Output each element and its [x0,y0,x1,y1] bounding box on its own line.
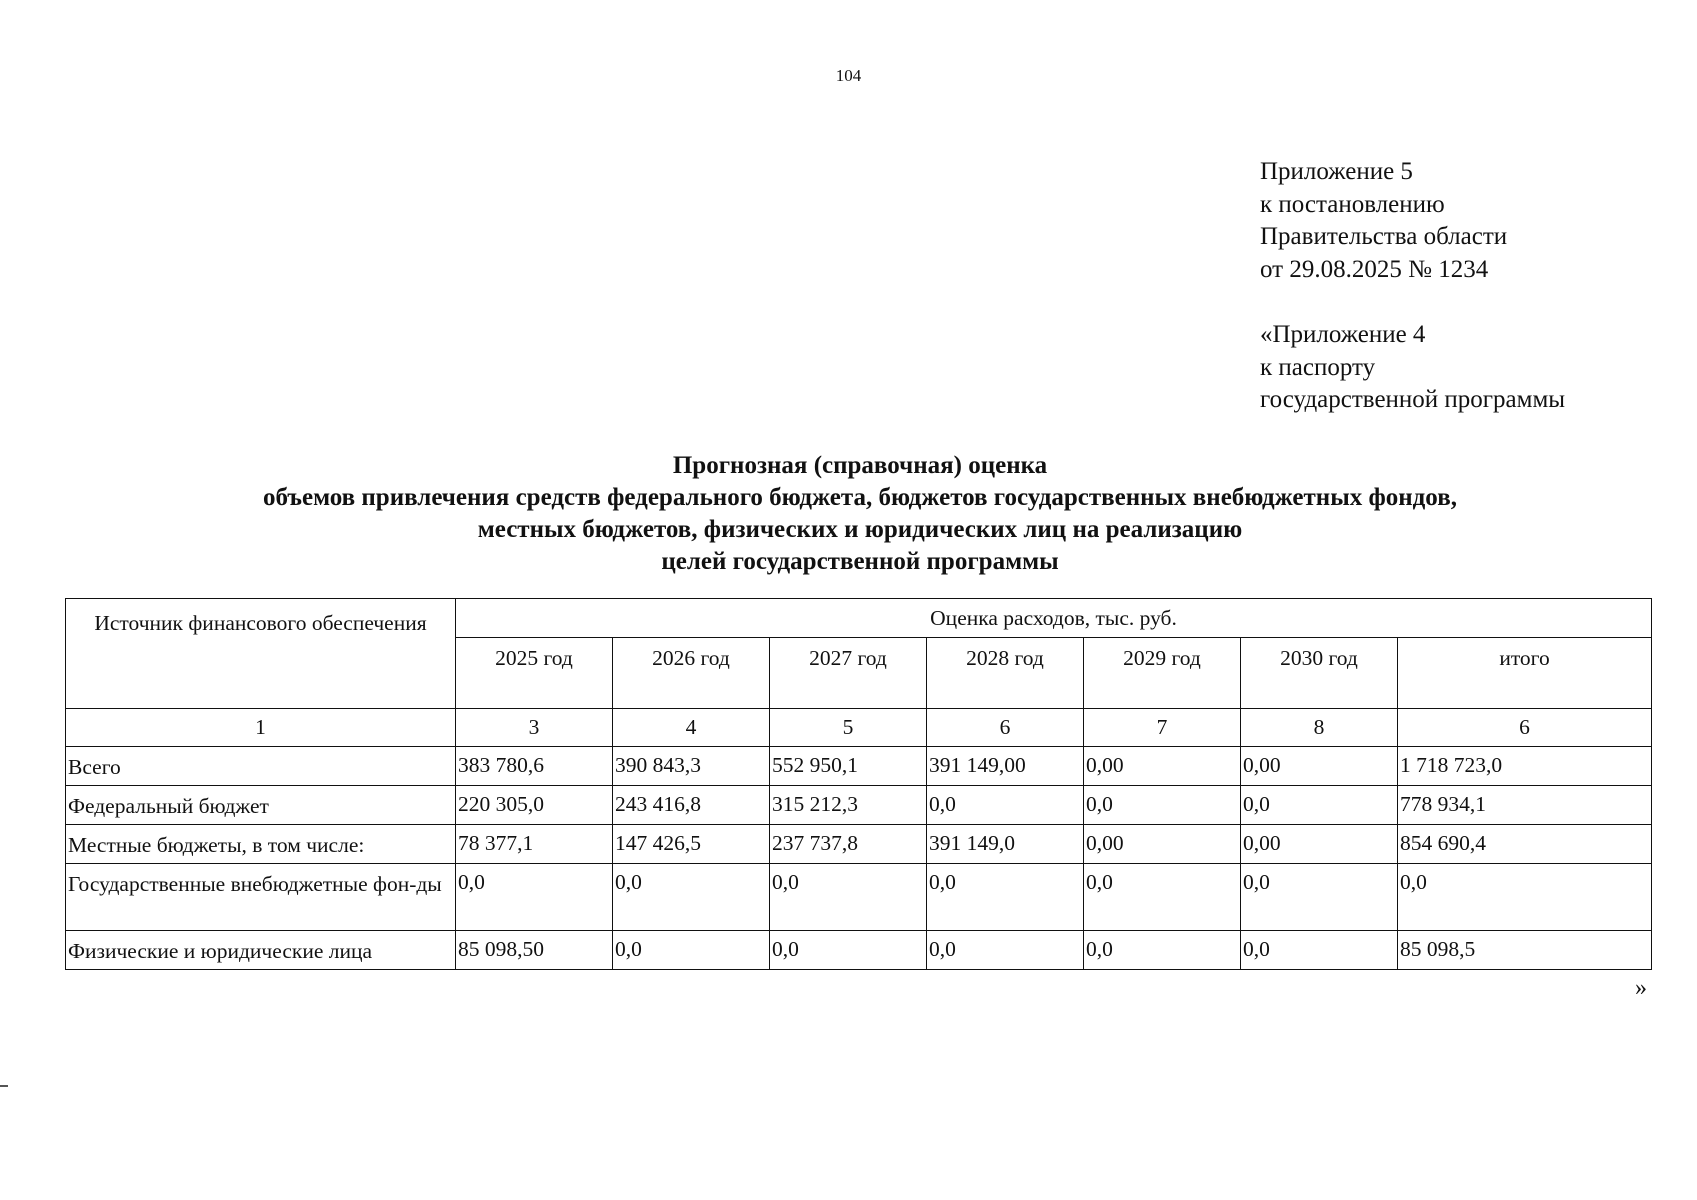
table-cell: 854 690,4 [1398,825,1652,864]
table-row-individuals-and-legal-entities [66,931,1652,970]
appendix-quoted-line: к паспорту [1260,353,1376,381]
title-line: местных бюджетов, физических и юридических лиц на реализацию [477,516,1243,543]
title-line: Прогнозная (справочная) оценка [672,452,1048,479]
appendix-spacer [1260,286,1565,319]
title-line: объемов привлечения средств федерального бюджета, бюджетов государственных внебюджетных фондов, [263,484,1457,511]
appendix-line: к постановлению [1260,190,1445,218]
table-cell: 85 098,50 [456,931,613,970]
closing-quote: » [1635,975,1647,1001]
table-cell: 383 780,6 [456,747,613,786]
table-cell: 0,00 [1084,747,1241,786]
margin-mark [0,1085,8,1087]
year-header: 2026 год [613,638,770,709]
table-cell: 391 149,0 [927,825,1084,864]
table-cell: 0,0 [770,864,927,931]
column-number: 6 [1398,709,1652,747]
table-cell: 237 737,8 [770,825,927,864]
row-label: Местные бюджеты, в том числе: [66,825,456,864]
appendix-quoted-line: «Приложение 4 [1260,321,1426,348]
table-cell: 0,00 [1241,747,1398,786]
table-cell: 0,0 [1084,864,1241,931]
row-label: Федеральный бюджет [66,786,456,825]
page-number: 104 [835,66,862,85]
table-row-extrabudgetary-funds [66,864,1652,931]
year-header: 2030 год [1241,638,1398,709]
table-row-total [66,747,1652,786]
expense-estimate-header: Оценка расходов, тыс. руб. [456,599,1652,638]
table-cell: 0,0 [456,864,613,931]
table-cell: 0,0 [1084,931,1241,970]
row-label: Государственные внебюджетные фон-ды [66,864,456,931]
column-number: 3 [456,709,613,747]
table-row-federal-budget [66,786,1652,825]
table-cell: 147 426,5 [613,825,770,864]
row-label: Всего [66,747,456,786]
table-cell: 0,0 [1084,786,1241,825]
table-cell: 391 149,00 [927,747,1084,786]
table-cell: 0,0 [613,864,770,931]
appendix-block [1260,156,1565,417]
table-cell: 315 212,3 [770,786,927,825]
table-cell: 85 098,5 [1398,931,1652,970]
source-header: Источник финансового обеспечения [66,599,456,709]
appendix-quoted-line: государственной программы [1260,386,1566,413]
title-line: целей государственной программы [661,548,1059,575]
table-header-row [66,599,1652,638]
table-cell: 0,0 [613,931,770,970]
total-header: итого [1398,638,1652,709]
table-cell: 243 416,8 [613,786,770,825]
year-header: 2029 год [1084,638,1241,709]
column-number: 1 [66,709,456,747]
table-cell: 552 950,1 [770,747,927,786]
column-number: 6 [927,709,1084,747]
table-cell: 0,00 [1241,825,1398,864]
table-cell: 0,00 [1084,825,1241,864]
column-number: 4 [613,709,770,747]
table-row-local-budgets [66,825,1652,864]
table-cell: 778 934,1 [1398,786,1652,825]
year-header: 2025 год [456,638,613,709]
table-cell: 390 843,3 [613,747,770,786]
table-cell: 0,0 [770,931,927,970]
column-number: 7 [1084,709,1241,747]
budget-table [65,598,1652,970]
table-cell: 0,0 [927,931,1084,970]
table-cell: 0,0 [927,864,1084,931]
row-label: Физические и юридические лица [66,931,456,970]
table-cell: 0,0 [1241,931,1398,970]
appendix-line: Приложение 5 [1260,158,1413,185]
table-cell: 0,0 [1241,786,1398,825]
appendix-line: Правительства области [1260,223,1508,250]
appendix-line: от 29.08.2025 № 1234 [1260,255,1489,283]
year-header: 2027 год [770,638,927,709]
column-number: 5 [770,709,927,747]
column-number: 8 [1241,709,1398,747]
year-header: 2028 год [927,638,1084,709]
table-cell: 220 305,0 [456,786,613,825]
column-number-row [66,709,1652,747]
table-cell: 1 718 723,0 [1398,747,1652,786]
document-title [0,450,1697,578]
table-cell: 0,0 [927,786,1084,825]
table-cell: 0,0 [1241,864,1398,931]
table-cell: 0,0 [1398,864,1652,931]
table-cell: 78 377,1 [456,825,613,864]
